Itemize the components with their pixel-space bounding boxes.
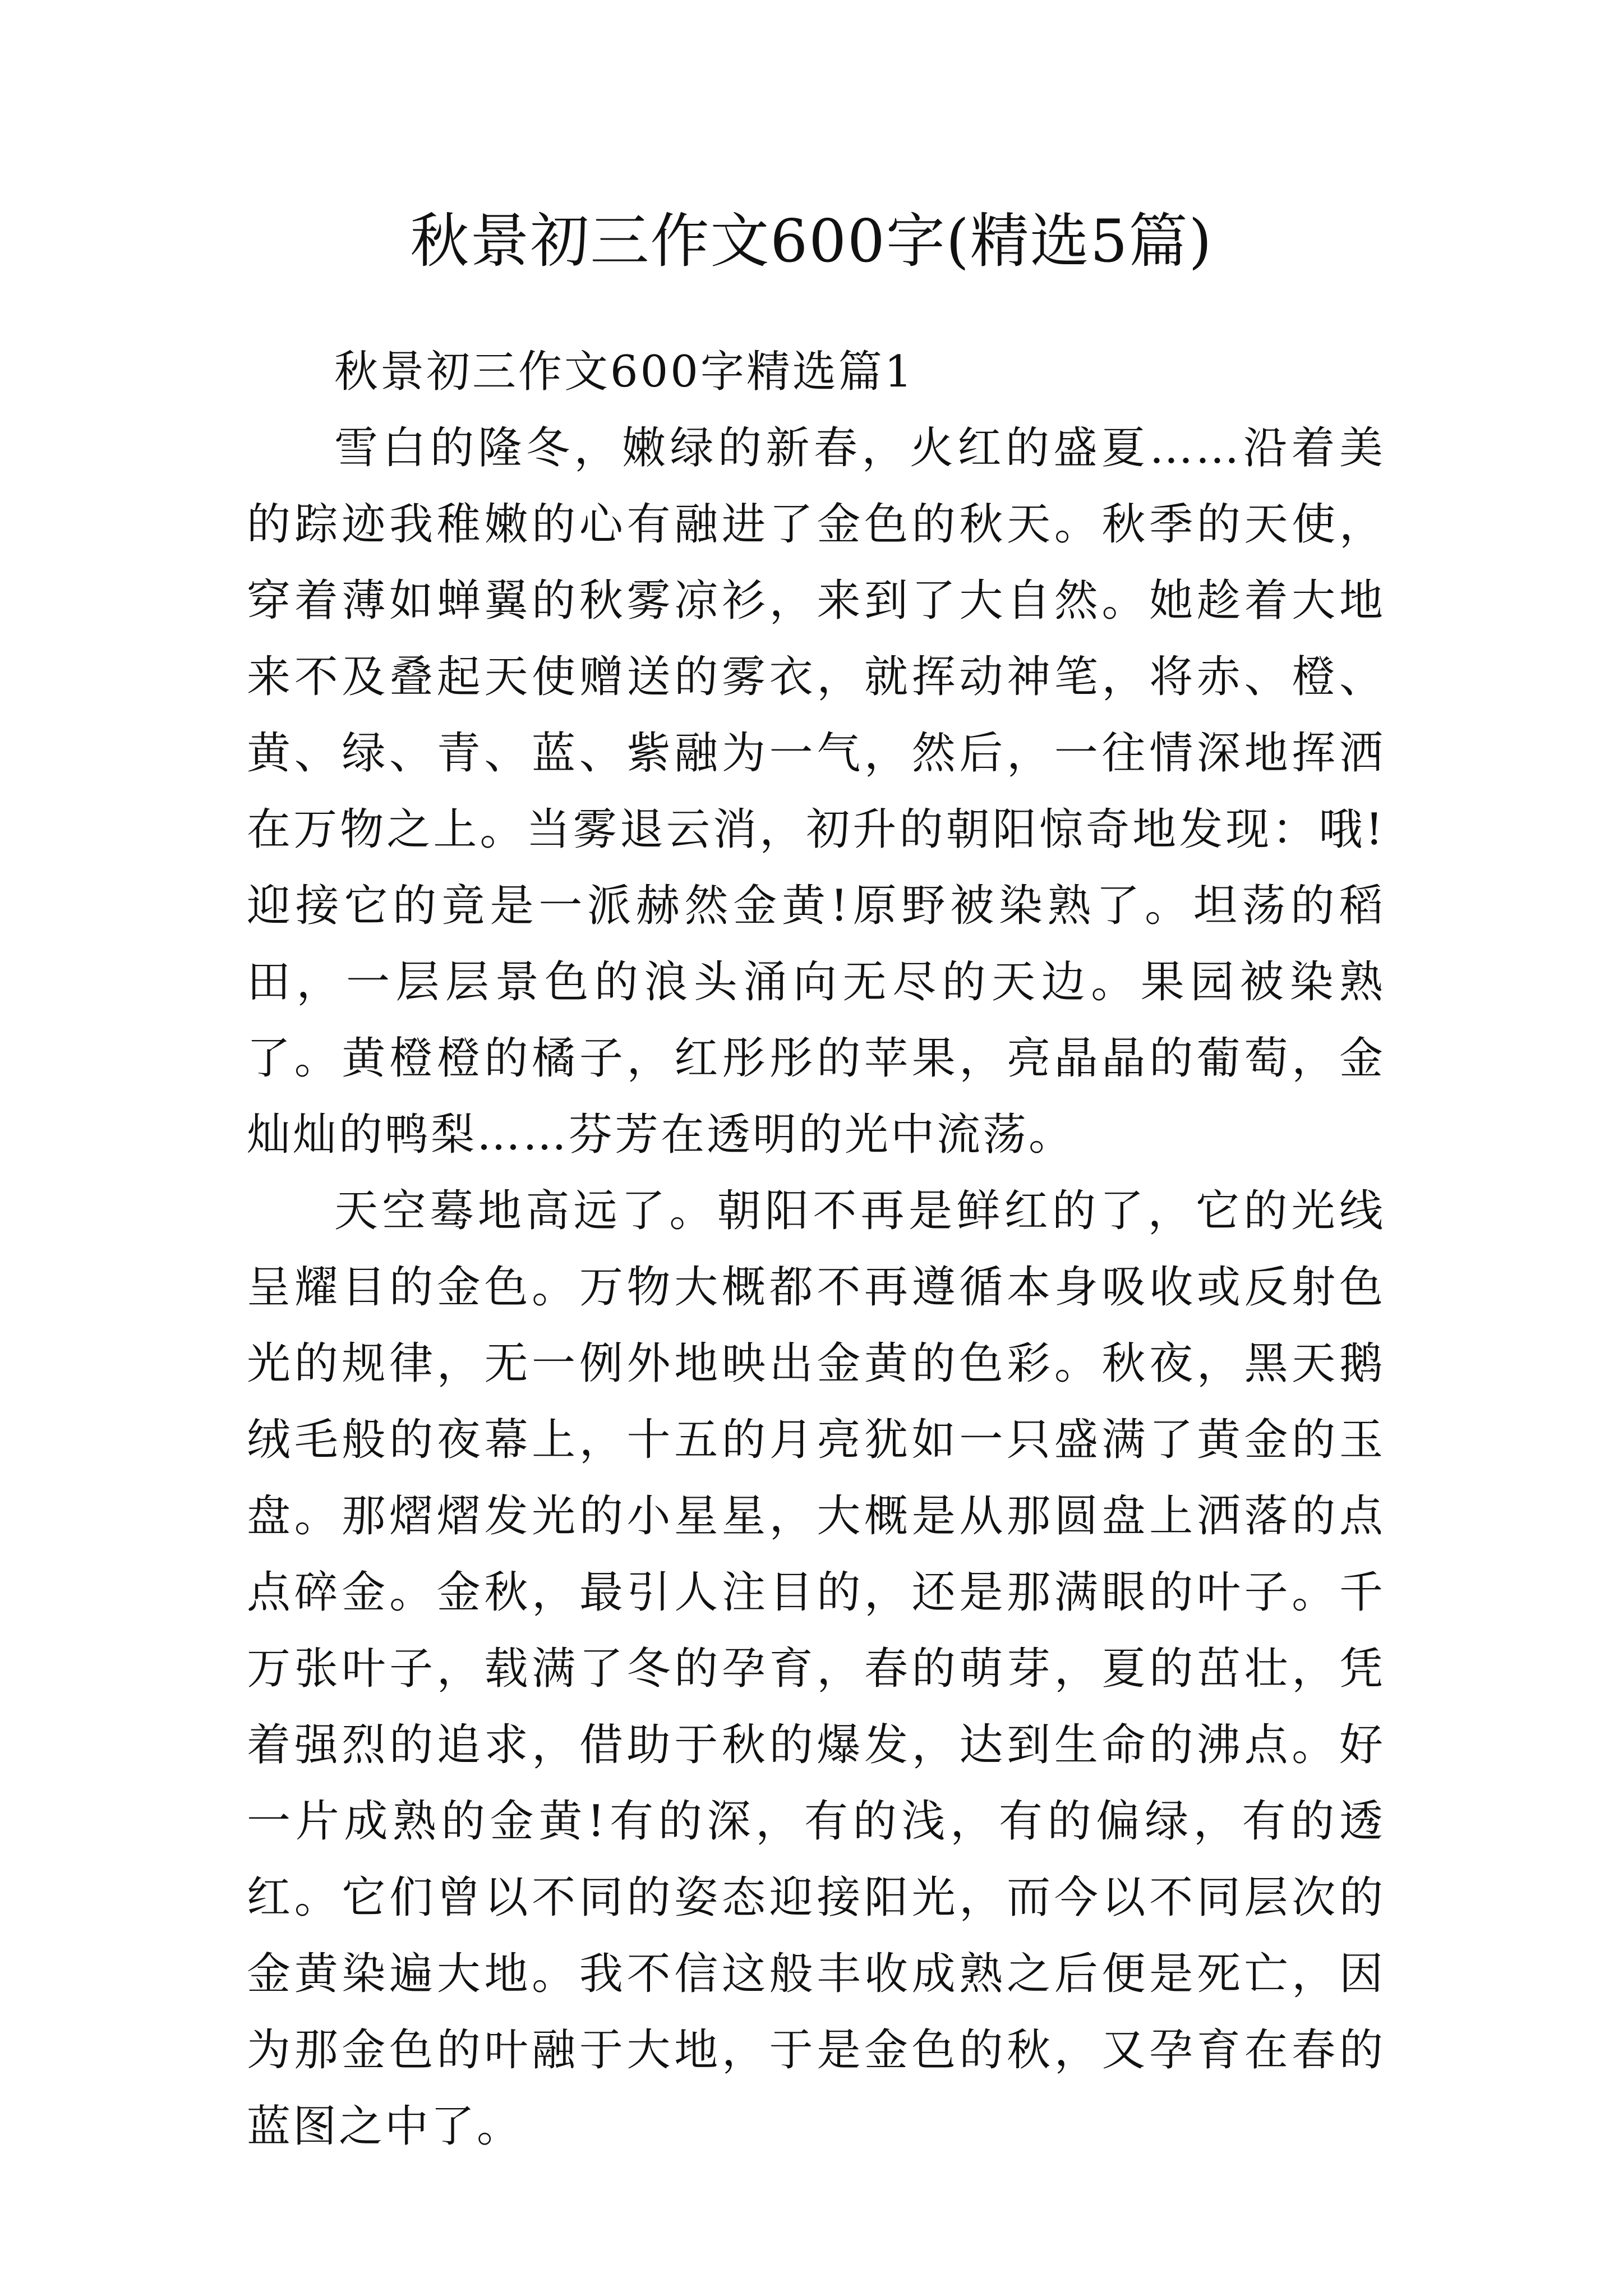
paragraph-1: 雪白的隆冬，嫩绿的新春，火红的盛夏……沿着美的踪迹我稚嫩的心有融进了金色的秋天。秋季的天使，穿着薄如蝉翼的秋雾凉衫，来到了大自然。她趁着大地来不及叠起天使赠送的雾衣，就挥动神笔，将赤、橙、黄、绿、青、蓝、紫融为一气，然后，一往情深地挥洒在万物之上。当雾退云消，初升的朝阳惊奇地发现：哦!迎接它的竟是一派赫然金黄!原野被染熟了。坦荡的稻田，一层层景色的浪头涌向无尽的天边。果园被染熟了。黄橙橙的橘子，红彤彤的苹果，亮晶晶的葡萄，金灿灿的鸭梨……芬芳在透明的光中流荡。 bbox=[247, 423, 1385, 1160]
document-title: 秋景初三作文600字(精选5篇) bbox=[410, 207, 1213, 275]
document-body bbox=[247, 334, 1385, 2165]
section-heading: 秋景初三作文600字精选篇1 bbox=[334, 347, 915, 397]
paragraph-2: 天空蓦地高远了。朝阳不再是鲜红的了，它的光线呈耀目的金色。万物大概都不再遵循本身吸收或反射色光的规律，无一例外地映出金黄的色彩。秋夜，黑天鹅绒毛般的夜幕上，十五的月亮犹如一只盛满了黄金的玉盘。那熠熠发光的小星星，大概是从那圆盘上洒落的点点碎金。金秋，最引人注目的，还是那满眼的叶子。千万张叶子，载满了冬的孕育，春的萌芽，夏的茁壮，凭着强烈的追求，借助于秋的爆发，达到生命的沸点。好一片成熟的金黄!有的深，有的浅，有的偏绿，有的透红。它们曾以不同的姿态迎接阳光，而今以不同层次的金黄染遍大地。我不信这般丰收成熟之后便是死亡，因为那金色的叶融于大地，于是金色的秋，又孕育在春的蓝图之中了。 bbox=[247, 1186, 1385, 2152]
